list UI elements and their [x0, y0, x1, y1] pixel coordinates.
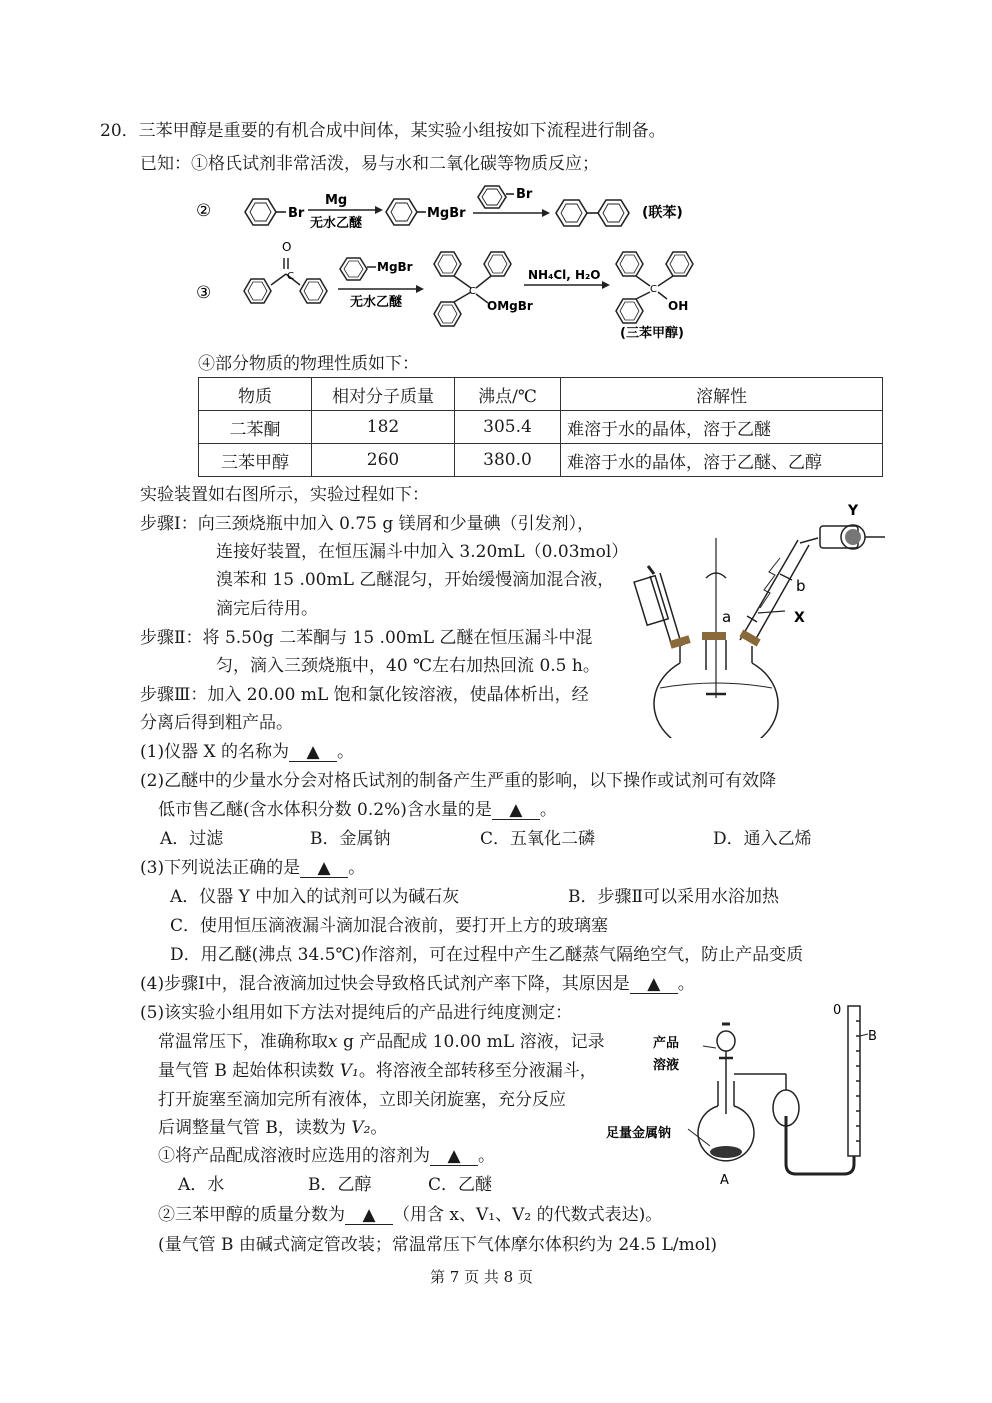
q5-sub1-option-b[interactable]: B．乙醇 [308, 1175, 372, 1195]
q5-line2 [158, 1031, 605, 1053]
properties-table [198, 377, 883, 477]
q5-line1: (5)该实验小组用如下方法对提纯后的产品进行纯度测定： [140, 1003, 573, 1023]
q2-line1: (2)乙醚中的少量水分会对格氏试剂的制备产生严重的影响，以下操作或试剂可有效降 [140, 771, 777, 791]
q5-line2b: g 产品配成 10.00 mL 溶液，记录 [337, 1032, 605, 1052]
reaction-3-arrowhead-2 [602, 281, 610, 289]
q2-end: 。 [539, 800, 557, 820]
q1 [140, 741, 354, 763]
reaction-2-arrow-br: Br [516, 187, 533, 202]
q2-line2 [158, 799, 557, 821]
table-header: 物质 [199, 378, 312, 411]
reaction-3-c-2: C [469, 286, 476, 297]
q4-end: 。 [677, 974, 695, 994]
q5-sub1-option-a[interactable]: A．水 [178, 1175, 225, 1195]
label-b: b [796, 577, 806, 595]
q3-option-d[interactable]: D．用乙醚(沸点 34.5℃)作溶剂，可在过程中产生乙醚蒸气隔绝空气，防止产品变质 [170, 945, 804, 965]
label-solution-2: 溶液 [653, 1058, 680, 1073]
separatory-funnel [717, 1024, 735, 1114]
bromobenzene-ring-icon [245, 199, 286, 225]
q3-answer-blank[interactable]: ▲ [300, 859, 348, 878]
label-zero: 0 [833, 1003, 842, 1018]
procedure-intro: 实验装置如右图所示，实验过程如下： [140, 485, 429, 505]
benzophenone-icon [244, 258, 327, 303]
reaction-2-number: ② [196, 201, 212, 221]
phenylmgbr-ring-icon [386, 199, 426, 225]
table-header: 沸点/℃ [455, 378, 561, 411]
q2-option-b[interactable]: B．金属钠 [310, 829, 391, 849]
pointer-solution [703, 1046, 716, 1048]
q2-answer-blank[interactable]: ▲ [492, 801, 540, 820]
known-1: 已知：①格氏试剂非常活泼，易与水和二氧化碳等物质反应； [140, 154, 599, 174]
reaction-3-arrowhead-1 [416, 285, 424, 293]
step3-line: 步骤Ⅲ：加入 20.00 mL 饱和氯化铵溶液，使晶体析出，经 [140, 685, 589, 705]
table-row [199, 411, 883, 444]
table-cell: 难溶于水的晶体，溶于乙醚 [561, 411, 883, 444]
question-intro: 20．三苯甲醇是重要的有机合成中间体，某实验小组按如下流程进行制备。 [100, 121, 666, 141]
step1-line: 滴完后待用。 [216, 599, 318, 619]
reaction-2-diagram [190, 182, 710, 237]
arrow-bromobenzene-icon [478, 186, 514, 208]
reaction-2-reagent-bottom: 无水乙醚 [310, 216, 363, 231]
reaction-3-diagram [190, 236, 710, 348]
q5-sub2-answer-blank[interactable]: ▲ [345, 1206, 393, 1225]
q5-sub2-end: （用含 x、V₁、V₂ 的代数式表达)。 [393, 1205, 663, 1225]
known-4: ④部分物质的物理性质如下： [198, 354, 419, 374]
q3-end: 。 [348, 858, 366, 878]
q5-sub1-option-c[interactable]: C．乙醚 [428, 1175, 493, 1195]
reaction-2-reagent-top: Mg [325, 193, 348, 208]
reaction-3-reagent2: NH₄Cl, H₂O [528, 268, 601, 282]
q2-option-a[interactable]: A．过滤 [160, 829, 224, 849]
dropping-funnel [634, 566, 682, 646]
q5-sub1-text: ①将产品配成溶液时应选用的溶剂为 [158, 1146, 430, 1166]
step3-line: 分离后得到粗产品。 [140, 713, 293, 733]
table-row [199, 444, 883, 477]
step1-line: 步骤Ⅰ：向三颈烧瓶中加入 0.75 g 镁屑和少量碘（引发剂）， [140, 514, 595, 534]
gas-measurement-apparatus-diagram [600, 996, 900, 1196]
q4-text: (4)步骤Ⅰ中，混合液滴加过快会导致格氏试剂产率下降，其原因是 [140, 974, 630, 994]
reaction-2-arrowhead-1 [375, 206, 383, 214]
q2-line2-text: 低市售乙醚(含水体积分数 0.2%)含水量的是 [158, 800, 492, 820]
q3-text: (3)下列说法正确的是 [140, 858, 301, 878]
q3-option-c[interactable]: C．使用恒压滴液漏斗滴加混合液前，要打开上方的玻璃塞 [170, 916, 609, 936]
reaction-2-mgbr: MgBr [427, 206, 466, 221]
sodium-metal-icon [710, 1146, 742, 1158]
step1-line: 溴苯和 15 .00mL 乙醚混匀，开始缓慢滴加混合液， [216, 570, 615, 590]
q5-line5a: 后调整量气管 B，读数为 [158, 1118, 352, 1138]
q4 [140, 973, 695, 995]
reaction-3-c-3: C [650, 284, 657, 295]
q5-line5 [158, 1117, 387, 1139]
q5-sub1 [158, 1145, 495, 1167]
table-cell: 380.0 [455, 444, 561, 477]
label-solution-1: 产品 [653, 1036, 680, 1051]
reaction-3-c-1: C [287, 271, 294, 282]
q5-sub1-answer-blank[interactable]: ▲ [430, 1147, 478, 1166]
table-cell: 260 [312, 444, 455, 477]
label-x: X [794, 610, 805, 626]
q1-text: (1)仪器 X 的名称为 [140, 742, 289, 762]
q5-x: x [328, 1032, 338, 1052]
page-footer: 第 7 页 共 8 页 [430, 1268, 533, 1286]
q5-line5b: 。 [370, 1118, 388, 1138]
table-cell: 三苯甲醇 [199, 444, 312, 477]
table-cell: 182 [312, 411, 455, 444]
biphenyl-icon [556, 200, 629, 226]
reaction-3-oh: OH [668, 299, 689, 313]
step2-line: 匀，滴入三颈烧瓶中，40 ℃左右加热回流 0.5 h。 [216, 656, 600, 676]
q4-answer-blank[interactable]: ▲ [630, 975, 678, 994]
gas-burette-b [848, 1006, 868, 1156]
reaction-3-number: ③ [196, 283, 212, 303]
reaction-2-product-label: (联苯) [642, 205, 683, 221]
q5-sub2-text: ②三苯甲醇的质量分数为 [158, 1205, 345, 1225]
q1-answer-blank[interactable]: ▲ [289, 743, 337, 762]
q5-v1: V₁ [339, 1061, 359, 1081]
drying-agent-icon [845, 529, 861, 545]
label-a: A [720, 1173, 729, 1188]
label-b: B [868, 1029, 877, 1044]
reaction-3-omgbr: OMgBr [487, 299, 533, 313]
reaction-3-reagent-top: MgBr [377, 260, 413, 274]
reaction-3-o: O [282, 240, 292, 254]
step1-line: 连接好装置，在恒压漏斗中加入 3.20mL（0.03mol） [216, 542, 629, 562]
q5-line3 [158, 1060, 597, 1082]
q5-line2a: 常温常压下，准确称取 [158, 1032, 328, 1052]
leveling-bulb [740, 1074, 799, 1126]
q3-option-b[interactable]: B．步骤Ⅱ可以采用水浴加热 [568, 887, 780, 907]
label-y: Y [848, 503, 859, 519]
table-cell: 305.4 [455, 411, 561, 444]
q5-line3a: 量气管 B 起始体积读数 [158, 1061, 340, 1081]
q1-end: 。 [337, 742, 354, 762]
label-sodium: 足量金属钠 [606, 1126, 672, 1141]
q5-line4: 打开旋塞至滴加完所有液体，立即关闭旋塞，充分反应 [158, 1090, 566, 1110]
q5-sub1-end: 。 [478, 1146, 495, 1166]
q2-option-c[interactable]: C．五氧化二磷 [480, 829, 596, 849]
table-header: 溶解性 [561, 378, 883, 411]
table-header: 相对分子质量 [312, 378, 455, 411]
rubber-tube [786, 1116, 854, 1174]
q5-line3b: 。将溶液全部转移至分液漏斗， [358, 1061, 597, 1081]
q3-option-a[interactable]: A．仪器 Y 中加入的试剂可以为碱石灰 [170, 887, 460, 907]
reaction-3-product-label: (三苯甲醇) [620, 326, 684, 341]
reaction-2-br: Br [288, 206, 305, 221]
q5-note: (量气管 B 由碱式滴定管改装；常温常压下气体摩尔体积约为 24.5 L/mol) [158, 1235, 718, 1255]
rubber-stoppers [669, 630, 760, 649]
q5-v2: V₂ [351, 1118, 371, 1138]
label-a: a [722, 608, 732, 626]
reaction-2-arrowhead-2 [542, 209, 550, 217]
reagent-phenylmgbr-icon [340, 258, 376, 280]
table-cell: 二苯酮 [199, 411, 312, 444]
step2-line: 步骤Ⅱ：将 5.50g 二苯酮与 15 .00mL 乙醚在恒压漏斗中混 [140, 628, 593, 648]
pointer-na [688, 1129, 710, 1146]
drying-tube-y [800, 525, 885, 549]
table-header-row [199, 378, 883, 411]
q5-sub2 [158, 1204, 662, 1226]
reflux-apparatus-diagram [610, 498, 900, 738]
table-cell: 难溶于水的晶体，溶于乙醚、乙醇 [561, 444, 883, 477]
q2-option-d[interactable]: D．通入乙烯 [713, 829, 812, 849]
q3 [140, 857, 365, 879]
reaction-3-reagent-bottom: 无水乙醚 [350, 295, 403, 310]
